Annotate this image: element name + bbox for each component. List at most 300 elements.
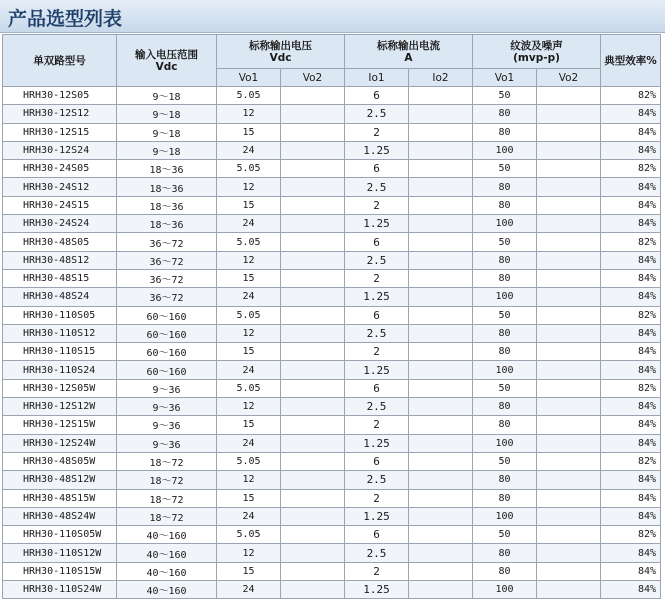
model-cell: HRH30-110S24W	[3, 581, 117, 599]
ripple-vo2-cell	[537, 306, 601, 324]
model-cell: HRH30-24S05	[3, 160, 117, 178]
efficiency-cell: 84%	[601, 361, 661, 379]
vo2-cell	[281, 361, 345, 379]
efficiency-cell: 84%	[601, 105, 661, 123]
table-row	[3, 215, 661, 233]
input-range-cell: 36～72	[117, 269, 217, 287]
ripple-vo2-cell	[537, 562, 601, 580]
header-ripple-vo1: Vo1	[473, 69, 537, 87]
efficiency-cell: 84%	[601, 471, 661, 489]
vo2-cell	[281, 471, 345, 489]
input-range-cell: 36～72	[117, 233, 217, 251]
table-row	[3, 306, 661, 324]
ripple-vo1-cell: 80	[473, 123, 537, 141]
io1-cell: 2.5	[345, 105, 409, 123]
ripple-vo2-cell	[537, 581, 601, 599]
io1-cell: 2.5	[345, 251, 409, 269]
input-range-cell: 60～160	[117, 324, 217, 342]
ripple-vo1-cell: 80	[473, 343, 537, 361]
io2-cell	[409, 526, 473, 544]
io2-cell	[409, 215, 473, 233]
vo2-cell	[281, 489, 345, 507]
ripple-vo1-cell: 80	[473, 324, 537, 342]
header-rated-current: 标称输出电流 A	[345, 35, 473, 69]
model-cell: HRH30-12S24W	[3, 434, 117, 452]
io2-cell	[409, 434, 473, 452]
input-range-cell: 18～72	[117, 507, 217, 525]
vo1-cell: 5.05	[217, 526, 281, 544]
vo1-cell: 24	[217, 434, 281, 452]
model-cell: HRH30-12S05W	[3, 379, 117, 397]
io2-cell	[409, 361, 473, 379]
model-cell: HRH30-110S15W	[3, 562, 117, 580]
ripple-vo2-cell	[537, 526, 601, 544]
model-cell: HRH30-12S12W	[3, 398, 117, 416]
io1-cell: 1.25	[345, 507, 409, 525]
io2-cell	[409, 233, 473, 251]
ripple-vo1-cell: 100	[473, 507, 537, 525]
io2-cell	[409, 196, 473, 214]
input-range-cell: 40～160	[117, 562, 217, 580]
vo2-cell	[281, 343, 345, 361]
header-rated-voltage-unit: Vdc	[269, 51, 292, 64]
ripple-vo1-cell: 100	[473, 215, 537, 233]
efficiency-cell: 84%	[601, 215, 661, 233]
model-cell: HRH30-48S05W	[3, 452, 117, 470]
vo1-cell: 12	[217, 471, 281, 489]
vo1-cell: 15	[217, 269, 281, 287]
io1-cell: 2	[345, 123, 409, 141]
efficiency-cell: 84%	[601, 581, 661, 599]
table-row	[3, 361, 661, 379]
vo2-cell	[281, 251, 345, 269]
ripple-vo2-cell	[537, 233, 601, 251]
io2-cell	[409, 544, 473, 562]
vo2-cell	[281, 215, 345, 233]
header-vo1: Vo1	[217, 69, 281, 87]
vo2-cell	[281, 306, 345, 324]
vo1-cell: 5.05	[217, 233, 281, 251]
ripple-vo2-cell	[537, 398, 601, 416]
vo1-cell: 5.05	[217, 160, 281, 178]
vo2-cell	[281, 507, 345, 525]
vo2-cell	[281, 434, 345, 452]
ripple-vo2-cell	[537, 434, 601, 452]
io2-cell	[409, 251, 473, 269]
table-row	[3, 288, 661, 306]
vo2-cell	[281, 160, 345, 178]
ripple-vo1-cell: 100	[473, 288, 537, 306]
ripple-vo1-cell: 50	[473, 379, 537, 397]
vo2-cell	[281, 562, 345, 580]
ripple-vo2-cell	[537, 160, 601, 178]
efficiency-cell: 84%	[601, 507, 661, 525]
ripple-vo2-cell	[537, 379, 601, 397]
input-range-cell: 18～72	[117, 489, 217, 507]
ripple-vo2-cell	[537, 544, 601, 562]
input-range-cell: 18～72	[117, 452, 217, 470]
header-ripple-unit: (mvp-p)	[513, 51, 560, 64]
input-range-cell: 9～36	[117, 379, 217, 397]
input-range-cell: 40～160	[117, 581, 217, 599]
io1-cell: 2	[345, 416, 409, 434]
io1-cell: 6	[345, 160, 409, 178]
io2-cell	[409, 324, 473, 342]
vo1-cell: 5.05	[217, 87, 281, 105]
ripple-vo1-cell: 50	[473, 233, 537, 251]
header-ripple: 纹波及噪声 (mvp-p)	[473, 35, 601, 69]
vo1-cell: 15	[217, 562, 281, 580]
model-cell: HRH30-110S05W	[3, 526, 117, 544]
model-cell: HRH30-12S05	[3, 87, 117, 105]
ripple-vo1-cell: 80	[473, 251, 537, 269]
model-cell: HRH30-48S12	[3, 251, 117, 269]
table-row	[3, 379, 661, 397]
model-cell: HRH30-24S24	[3, 215, 117, 233]
input-range-cell: 9～18	[117, 123, 217, 141]
io1-cell: 2.5	[345, 544, 409, 562]
header-ripple-vo2: Vo2	[537, 69, 601, 87]
io1-cell: 2	[345, 489, 409, 507]
vo1-cell: 15	[217, 416, 281, 434]
efficiency-cell: 84%	[601, 251, 661, 269]
input-range-cell: 9～36	[117, 398, 217, 416]
vo2-cell	[281, 288, 345, 306]
model-cell: HRH30-24S15	[3, 196, 117, 214]
vo2-cell	[281, 526, 345, 544]
io1-cell: 2.5	[345, 398, 409, 416]
io1-cell: 2	[345, 562, 409, 580]
model-cell: HRH30-110S05	[3, 306, 117, 324]
header-input-range: 输入电压范围 Vdc	[117, 35, 217, 87]
vo1-cell: 24	[217, 141, 281, 159]
table-row	[3, 452, 661, 470]
vo2-cell	[281, 141, 345, 159]
ripple-vo2-cell	[537, 507, 601, 525]
io2-cell	[409, 160, 473, 178]
vo1-cell: 24	[217, 581, 281, 599]
ripple-vo2-cell	[537, 141, 601, 159]
io2-cell	[409, 416, 473, 434]
table-row	[3, 434, 661, 452]
vo2-cell	[281, 123, 345, 141]
vo2-cell	[281, 87, 345, 105]
efficiency-cell: 84%	[601, 343, 661, 361]
input-range-cell: 60～160	[117, 361, 217, 379]
model-cell: HRH30-48S12W	[3, 471, 117, 489]
ripple-vo1-cell: 100	[473, 581, 537, 599]
model-cell: HRH30-48S24W	[3, 507, 117, 525]
ripple-vo2-cell	[537, 269, 601, 287]
io2-cell	[409, 471, 473, 489]
ripple-vo1-cell: 100	[473, 141, 537, 159]
table-row	[3, 160, 661, 178]
input-range-cell: 60～160	[117, 306, 217, 324]
ripple-vo1-cell: 80	[473, 178, 537, 196]
io1-cell: 2	[345, 269, 409, 287]
ripple-vo2-cell	[537, 416, 601, 434]
io1-cell: 1.25	[345, 581, 409, 599]
io1-cell: 6	[345, 379, 409, 397]
io1-cell: 6	[345, 452, 409, 470]
ripple-vo2-cell	[537, 123, 601, 141]
efficiency-cell: 84%	[601, 398, 661, 416]
io1-cell: 6	[345, 306, 409, 324]
vo1-cell: 24	[217, 215, 281, 233]
vo1-cell: 24	[217, 288, 281, 306]
table-row	[3, 87, 661, 105]
vo1-cell: 12	[217, 178, 281, 196]
table-row	[3, 398, 661, 416]
table-row	[3, 105, 661, 123]
model-cell: HRH30-110S15	[3, 343, 117, 361]
table-row	[3, 416, 661, 434]
ripple-vo1-cell: 100	[473, 361, 537, 379]
ripple-vo2-cell	[537, 215, 601, 233]
io2-cell	[409, 269, 473, 287]
header-io1: Io1	[345, 69, 409, 87]
vo2-cell	[281, 196, 345, 214]
vo2-cell	[281, 105, 345, 123]
vo2-cell	[281, 269, 345, 287]
io1-cell: 2	[345, 343, 409, 361]
table-row	[3, 196, 661, 214]
model-cell: HRH30-110S12	[3, 324, 117, 342]
io2-cell	[409, 123, 473, 141]
table-row	[3, 507, 661, 525]
efficiency-cell: 84%	[601, 178, 661, 196]
input-range-cell: 9～18	[117, 87, 217, 105]
model-cell: HRH30-48S15	[3, 269, 117, 287]
header-io2: Io2	[409, 69, 473, 87]
header-rated-current-unit: A	[404, 51, 413, 64]
vo1-cell: 15	[217, 343, 281, 361]
table-row	[3, 544, 661, 562]
table-row	[3, 123, 661, 141]
ripple-vo2-cell	[537, 196, 601, 214]
efficiency-cell: 84%	[601, 489, 661, 507]
model-cell: HRH30-12S24	[3, 141, 117, 159]
io1-cell: 1.25	[345, 361, 409, 379]
ripple-vo1-cell: 80	[473, 416, 537, 434]
io2-cell	[409, 105, 473, 123]
input-range-cell: 18～72	[117, 471, 217, 489]
header-model: 单双路型号	[3, 35, 117, 87]
table-row	[3, 471, 661, 489]
io1-cell: 2.5	[345, 324, 409, 342]
input-range-cell: 18～36	[117, 160, 217, 178]
header-efficiency: 典型效率%	[601, 35, 661, 87]
header-rated-voltage: 标称输出电压 Vdc	[217, 35, 345, 69]
input-range-cell: 36～72	[117, 288, 217, 306]
ripple-vo2-cell	[537, 361, 601, 379]
ripple-vo1-cell: 80	[473, 471, 537, 489]
efficiency-cell: 82%	[601, 233, 661, 251]
efficiency-cell: 84%	[601, 196, 661, 214]
io2-cell	[409, 452, 473, 470]
efficiency-cell: 82%	[601, 452, 661, 470]
vo1-cell: 5.05	[217, 379, 281, 397]
table-row	[3, 233, 661, 251]
vo1-cell: 12	[217, 324, 281, 342]
io1-cell: 2.5	[345, 178, 409, 196]
ripple-vo2-cell	[537, 251, 601, 269]
title-bar	[0, 0, 665, 33]
ripple-vo2-cell	[537, 288, 601, 306]
io2-cell	[409, 141, 473, 159]
io1-cell: 1.25	[345, 141, 409, 159]
ripple-vo2-cell	[537, 87, 601, 105]
ripple-vo1-cell: 80	[473, 269, 537, 287]
table-row	[3, 526, 661, 544]
model-cell: HRH30-48S24	[3, 288, 117, 306]
io2-cell	[409, 379, 473, 397]
ripple-vo2-cell	[537, 452, 601, 470]
ripple-vo1-cell: 100	[473, 434, 537, 452]
model-cell: HRH30-110S12W	[3, 544, 117, 562]
vo1-cell: 5.05	[217, 452, 281, 470]
model-cell: HRH30-110S24	[3, 361, 117, 379]
vo1-cell: 24	[217, 361, 281, 379]
io1-cell: 2.5	[345, 471, 409, 489]
efficiency-cell: 84%	[601, 434, 661, 452]
efficiency-cell: 84%	[601, 562, 661, 580]
ripple-vo2-cell	[537, 105, 601, 123]
efficiency-cell: 84%	[601, 324, 661, 342]
input-range-cell: 36～72	[117, 251, 217, 269]
io1-cell: 6	[345, 87, 409, 105]
vo1-cell: 15	[217, 123, 281, 141]
table-row	[3, 581, 661, 599]
io2-cell	[409, 489, 473, 507]
input-range-cell: 60～160	[117, 343, 217, 361]
ripple-vo2-cell	[537, 471, 601, 489]
table-row	[3, 324, 661, 342]
ripple-vo1-cell: 80	[473, 105, 537, 123]
ripple-vo1-cell: 80	[473, 196, 537, 214]
efficiency-cell: 84%	[601, 141, 661, 159]
ripple-vo1-cell: 50	[473, 452, 537, 470]
vo1-cell: 5.05	[217, 306, 281, 324]
vo1-cell: 15	[217, 196, 281, 214]
model-cell: HRH30-12S15	[3, 123, 117, 141]
efficiency-cell: 84%	[601, 544, 661, 562]
ripple-vo1-cell: 50	[473, 160, 537, 178]
ripple-vo1-cell: 80	[473, 544, 537, 562]
io1-cell: 6	[345, 526, 409, 544]
vo1-cell: 12	[217, 105, 281, 123]
ripple-vo1-cell: 50	[473, 526, 537, 544]
efficiency-cell: 84%	[601, 269, 661, 287]
io2-cell	[409, 288, 473, 306]
ripple-vo1-cell: 80	[473, 398, 537, 416]
table-row	[3, 343, 661, 361]
vo1-cell: 12	[217, 398, 281, 416]
efficiency-cell: 84%	[601, 288, 661, 306]
io2-cell	[409, 87, 473, 105]
io1-cell: 1.25	[345, 434, 409, 452]
ripple-vo1-cell: 50	[473, 87, 537, 105]
ripple-vo2-cell	[537, 324, 601, 342]
ripple-vo1-cell: 80	[473, 489, 537, 507]
vo1-cell: 12	[217, 544, 281, 562]
vo1-cell: 24	[217, 507, 281, 525]
io2-cell	[409, 562, 473, 580]
vo2-cell	[281, 452, 345, 470]
efficiency-cell: 84%	[601, 123, 661, 141]
table-row	[3, 178, 661, 196]
input-range-cell: 40～160	[117, 544, 217, 562]
vo1-cell: 15	[217, 489, 281, 507]
io2-cell	[409, 306, 473, 324]
table-row	[3, 251, 661, 269]
input-range-cell: 18～36	[117, 196, 217, 214]
efficiency-cell: 84%	[601, 416, 661, 434]
ripple-vo2-cell	[537, 343, 601, 361]
table-row	[3, 269, 661, 287]
io1-cell: 1.25	[345, 288, 409, 306]
io2-cell	[409, 343, 473, 361]
ripple-vo1-cell: 80	[473, 562, 537, 580]
vo2-cell	[281, 379, 345, 397]
efficiency-cell: 82%	[601, 379, 661, 397]
vo2-cell	[281, 398, 345, 416]
input-range-cell: 9～18	[117, 141, 217, 159]
header-input-unit: Vdc	[155, 60, 178, 73]
input-range-cell: 18～36	[117, 178, 217, 196]
efficiency-cell: 82%	[601, 87, 661, 105]
input-range-cell: 9～18	[117, 105, 217, 123]
product-selection-table	[2, 34, 661, 599]
model-cell: HRH30-12S12	[3, 105, 117, 123]
page-title: 产品选型列表	[8, 8, 123, 30]
io2-cell	[409, 507, 473, 525]
io1-cell: 1.25	[345, 215, 409, 233]
input-range-cell: 40～160	[117, 526, 217, 544]
model-cell: HRH30-24S12	[3, 178, 117, 196]
vo2-cell	[281, 233, 345, 251]
io2-cell	[409, 178, 473, 196]
io1-cell: 2	[345, 196, 409, 214]
efficiency-cell: 82%	[601, 160, 661, 178]
input-range-cell: 9～36	[117, 416, 217, 434]
table-row	[3, 489, 661, 507]
efficiency-cell: 82%	[601, 306, 661, 324]
vo2-cell	[281, 581, 345, 599]
io1-cell: 6	[345, 233, 409, 251]
table-row	[3, 141, 661, 159]
input-range-cell: 9～36	[117, 434, 217, 452]
vo2-cell	[281, 324, 345, 342]
table-body	[3, 87, 661, 599]
vo2-cell	[281, 544, 345, 562]
model-cell: HRH30-12S15W	[3, 416, 117, 434]
ripple-vo2-cell	[537, 489, 601, 507]
ripple-vo2-cell	[537, 178, 601, 196]
vo2-cell	[281, 416, 345, 434]
ripple-vo1-cell: 50	[473, 306, 537, 324]
model-cell: HRH30-48S15W	[3, 489, 117, 507]
header-vo2: Vo2	[281, 69, 345, 87]
vo2-cell	[281, 178, 345, 196]
model-cell: HRH30-48S05	[3, 233, 117, 251]
io2-cell	[409, 581, 473, 599]
efficiency-cell: 82%	[601, 526, 661, 544]
input-range-cell: 18～36	[117, 215, 217, 233]
vo1-cell: 12	[217, 251, 281, 269]
table-row	[3, 562, 661, 580]
io2-cell	[409, 398, 473, 416]
